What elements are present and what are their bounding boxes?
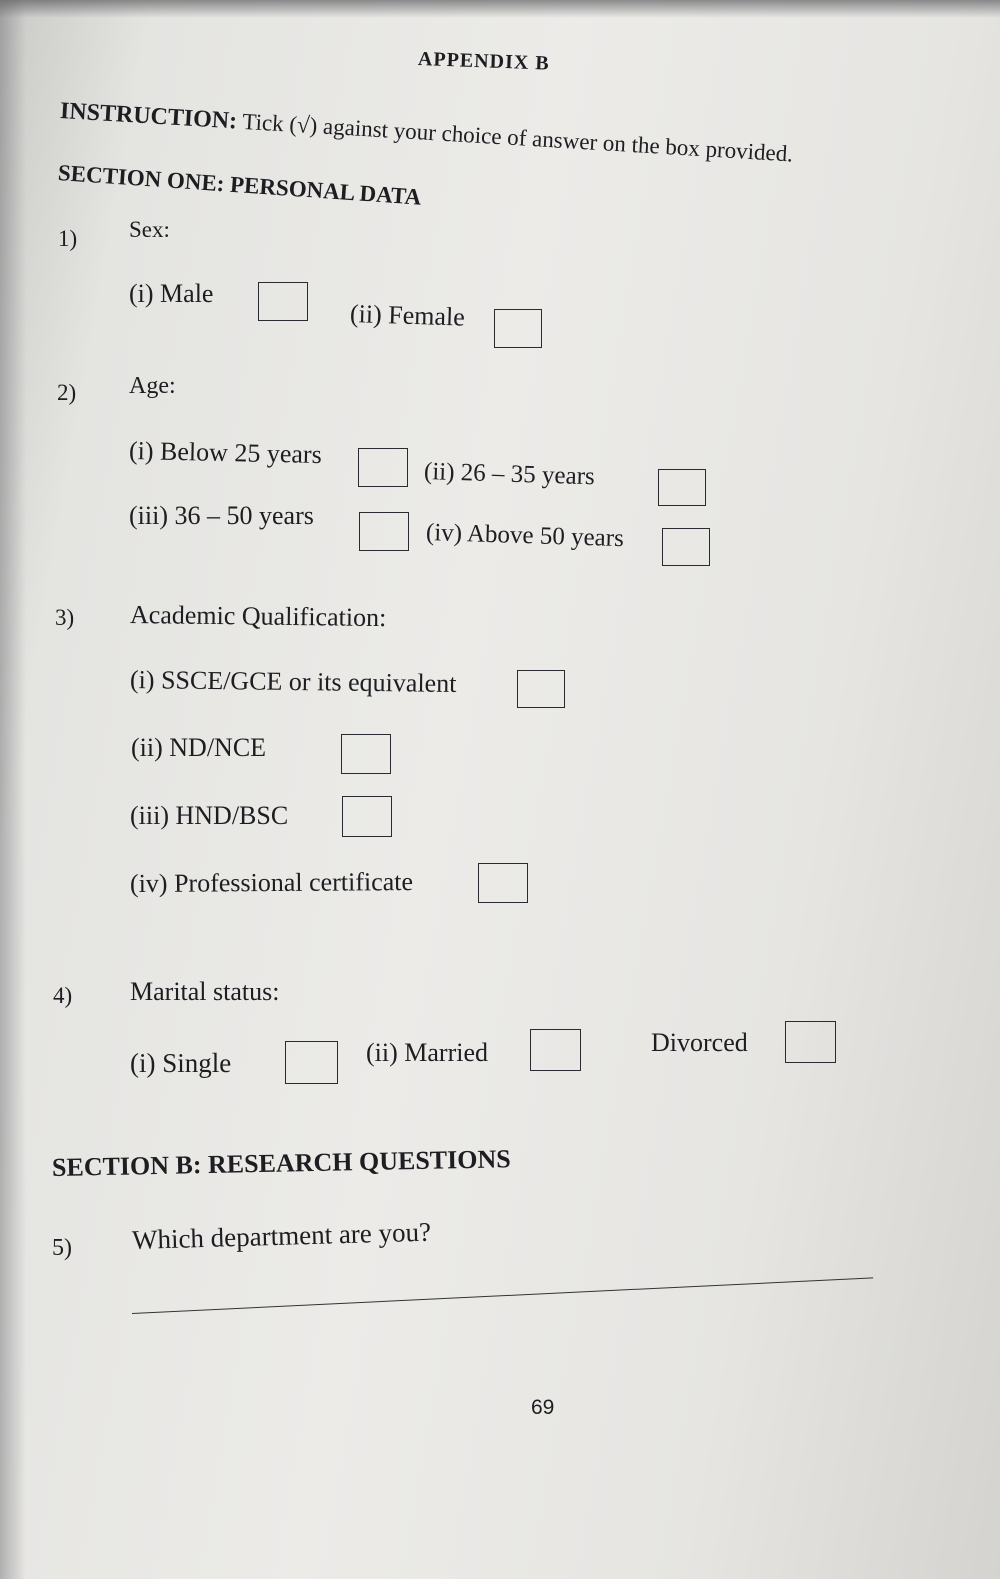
q3-hnd-bsc-checkbox[interactable]	[342, 796, 392, 837]
q2-option-26-35: (ii) 26 – 35 years	[423, 458, 596, 491]
section-one-title: SECTION ONE: PERSONAL DATA	[57, 160, 423, 210]
page-top-shadow	[0, 0, 1000, 18]
q2-below-25-checkbox[interactable]	[358, 448, 408, 487]
q2-26-35-checkbox[interactable]	[658, 469, 706, 506]
q4-divorced-checkbox[interactable]	[785, 1021, 836, 1063]
q1-option-male: (i) Male	[129, 279, 214, 308]
q4-label: Marital status:	[130, 977, 280, 1006]
q2-option-36-50: (iii) 36 – 50 years	[129, 501, 314, 530]
q2-option-above-50: (iv) Above 50 years	[425, 519, 625, 553]
q3-option-nd-nce: (ii) ND/NCE	[131, 733, 267, 762]
q3-option-hnd-bsc: (iii) HND/BSC	[130, 801, 289, 830]
q3-option-professional: (iv) Professional certificate	[129, 867, 414, 898]
instruction-line	[59, 98, 794, 168]
instruction-text: Tick (√) against your choice of answer on the box provided.	[241, 108, 794, 167]
instruction-label: INSTRUCTION:	[59, 98, 238, 135]
q2-above-50-checkbox[interactable]	[662, 528, 710, 566]
q4-option-divorced: Divorced	[651, 1028, 748, 1057]
page-left-shadow	[0, 0, 26, 1579]
q3-nd-nce-checkbox[interactable]	[341, 734, 391, 774]
q4-number: 4)	[53, 983, 73, 1008]
q2-label: Age:	[129, 373, 176, 399]
q2-36-50-checkbox[interactable]	[359, 512, 409, 551]
appendix-title: APPENDIX B	[417, 48, 550, 75]
q1-number: 1)	[58, 226, 78, 251]
q4-option-married: (ii) Married	[366, 1038, 489, 1067]
q1-option-female: (ii) Female	[349, 299, 466, 332]
q5-label: Which department are you?	[131, 1216, 432, 1255]
q4-option-single: (i) Single	[130, 1048, 232, 1078]
q3-professional-checkbox[interactable]	[478, 863, 528, 903]
q1-label: Sex:	[129, 217, 170, 242]
q2-option-below-25: (i) Below 25 years	[128, 436, 323, 470]
q1-female-checkbox[interactable]	[494, 309, 542, 348]
q3-number: 3)	[55, 605, 75, 630]
q4-married-checkbox[interactable]	[530, 1029, 581, 1071]
q1-male-checkbox[interactable]	[258, 282, 308, 321]
section-b-title: SECTION B: RESEARCH QUESTIONS	[51, 1144, 511, 1182]
q3-option-ssce: (i) SSCE/GCE or its equivalent	[129, 665, 457, 698]
q5-number: 5)	[52, 1235, 72, 1261]
q3-label: Academic Qualification:	[129, 600, 387, 633]
q3-ssce-checkbox[interactable]	[517, 670, 565, 708]
q4-single-checkbox[interactable]	[285, 1041, 338, 1084]
q2-number: 2)	[57, 380, 77, 405]
page-number: 69	[531, 1396, 555, 1419]
q5-answer-line[interactable]	[132, 1277, 873, 1314]
